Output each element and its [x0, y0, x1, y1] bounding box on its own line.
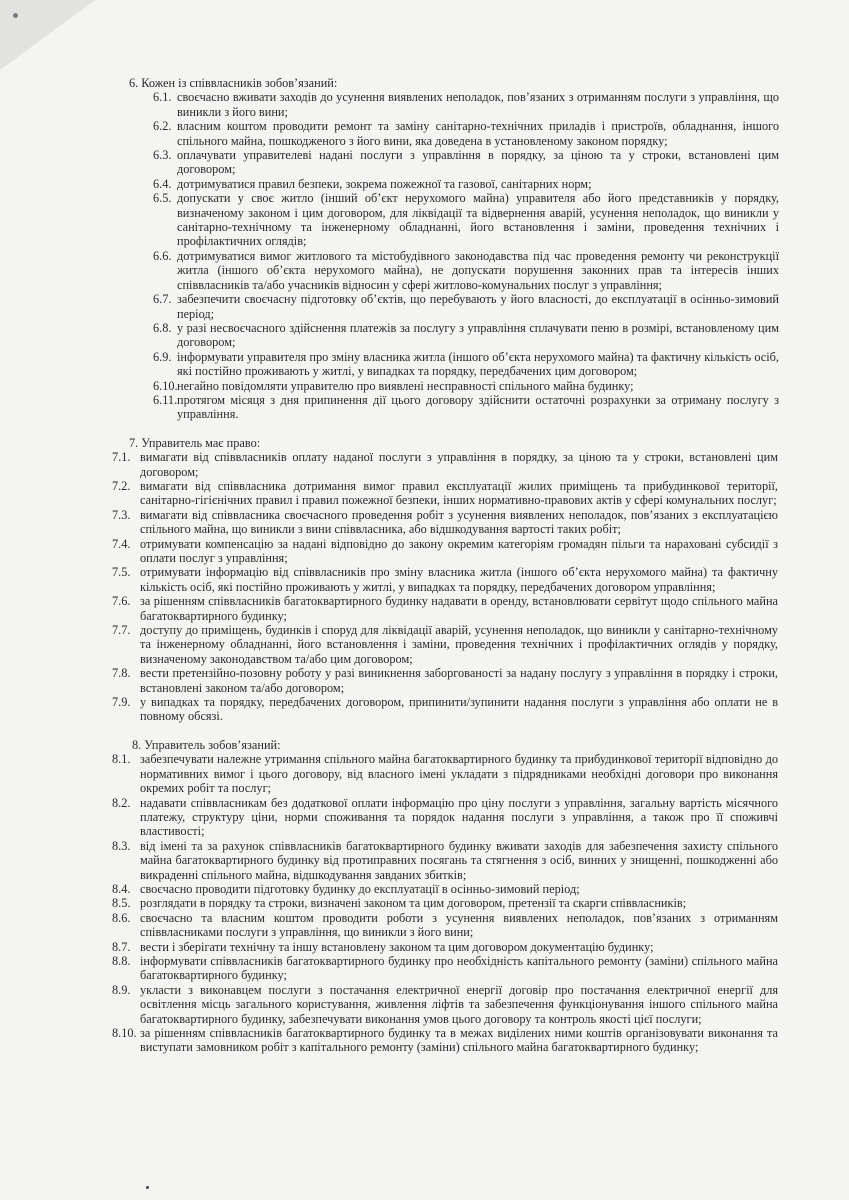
list-item [153, 148, 779, 177]
section-7-list [0, 450, 849, 724]
item-text: укласти з виконавцем послуги з постачання електричної енергії договір про постачання електричної енергії для освітлення місць загального користування, живлення ліфтів та забезпечення функціонування іншого спільного майна багатоквартирного будинку, забезпечувати виконання умов цього договору та контроль якості цієї послуги; [140, 982, 778, 1026]
item-text: отримувати інформацію від співвласників про зміну власника житла (іншого об’єкта нерухомого майна) та фактичну кількість осіб, які постійно проживають у житлі, у випадках та порядку, передбачених договором управління; [140, 565, 778, 594]
item-text: своєчасно та власним коштом проводити роботи з усунення виявлених неполадок, пов’язаних з отриманням співвласниками послуги з управління, що виникли з його вини; [140, 910, 778, 940]
item-number: 7.3. [112, 507, 131, 522]
list-item [153, 119, 779, 148]
list-item [153, 392, 779, 422]
item-number: 8.6. [112, 910, 131, 925]
item-number: 7.4. [112, 536, 131, 551]
item-number: 8.8. [112, 953, 131, 968]
item-text: інформувати управителя про зміну власника житла (іншого об’єкта нерухомого майна) та фактичну кількість осіб, які постійно проживають у житлі, у випадках та порядку, передбачених цим договором; [177, 349, 779, 379]
item-number: 6.3. [153, 148, 172, 163]
section-8-heading: 8. Управитель зобов’язаний: [132, 737, 281, 752]
list-item [112, 478, 778, 508]
list-item [112, 953, 778, 983]
item-text: вести претензійно-позовну роботу у разі виникнення заборгованості за надану послугу з управління в порядку і строки, встановлені законом та/або договором; [140, 666, 778, 695]
item-text: у разі несвоєчасного здійснення платежів за послугу з управління сплачувати пеню в розмірі, встановленому цим договором; [177, 320, 779, 350]
item-text: дотримуватися вимог житлового та містобудівного законодавства під час проведення ремонту чи реконструкції житла (іншого об’єкта нерухомого майна), не допускати порушення законних прав та інтересів інших співвласників та/або учасників відносин у сфері житлово-комунальних послуг з управління; [177, 248, 779, 292]
list-item [112, 507, 778, 537]
list-item [112, 450, 778, 479]
item-number: 6.2. [153, 119, 172, 134]
list-item [112, 666, 778, 695]
item-number: 8.10. [112, 1026, 137, 1040]
list-item [112, 536, 778, 566]
item-text: забезпечувати належне утримання спільного майна багатоквартирного будинку та прибудинкової території відповідно до нормативних вимог і цього договору, від власного імені укладати з підрядниками необхідні договори про виконання окремих робіт та послуг; [140, 752, 778, 796]
item-text: негайно повідомляти управителю про виявлені несправності спільного майна будинку; [177, 378, 634, 393]
item-number: 7.8. [112, 666, 131, 681]
item-text: за рішенням співвласників багатоквартирного будинку та в межах виділених ними коштів організовувати виконання та виступати замовником робіт з капітального ремонту (заміни) спільного майна багатоквартирного будинку; [140, 1026, 778, 1055]
item-number: 6.10. [153, 378, 178, 393]
item-number: 7.7. [112, 623, 131, 638]
item-number: 7.5. [112, 565, 131, 580]
item-text: власним коштом проводити ремонт та заміну санітарно-технічних приладів і пристроїв, обладнання, іншого спільного майна, пошкодженого з його вини, яка доведена в установленому законом порядку; [177, 119, 779, 148]
item-text: за рішенням співвласників багатоквартирного будинку надавати в оренду, встановлювати сервітут щодо спільного майна багатоквартирного будинку; [140, 594, 778, 623]
item-text: своєчасно вживати заходів до усунення виявлених неполадок, пов’язаних з отриманням послуги з управління, що виникли з його вини; [177, 90, 779, 119]
item-number: 8.3. [112, 838, 131, 853]
item-number: 6.6. [153, 248, 172, 263]
item-text: у випадках та порядку, передбачених договором, припинити/зупинити надання послуги з управління або оплати не в повному обсязі. [140, 695, 778, 724]
list-item [153, 378, 779, 393]
item-text: інформувати співвласників багатоквартирного будинку про необхідність капітального ремонту (заміни) спільного майна багатоквартирного будинку; [140, 953, 778, 983]
item-number: 6.11. [153, 392, 178, 407]
item-number: 7.6. [112, 594, 131, 609]
list-item [153, 248, 779, 292]
list-item [112, 1026, 778, 1055]
list-item [112, 623, 778, 666]
item-text: вести і зберігати технічну та іншу встановлену законом та цим договором документацію будинку; [140, 939, 654, 954]
list-item [153, 292, 779, 321]
item-number: 6.5. [153, 191, 172, 206]
item-text: дотримуватися правил безпеки, зокрема пожежної та газової, санітарних норм; [177, 176, 592, 191]
item-number: 8.7. [112, 939, 131, 954]
item-number: 7.9. [112, 695, 131, 710]
list-item [112, 881, 778, 896]
scan-speck [146, 1186, 149, 1189]
item-number: 6.9. [153, 349, 172, 364]
list-item [153, 349, 779, 379]
item-text: допускати у своє житло (інший об’єкт нерухомого майна) управителя або його представників у порядку, визначеному законом і цим договором, для ліквідації та відвернення аварій, усунення неполадок, що виникли у санітарно-технічному та інженерному обладнанні, його встановлення і заміни, проведення технічних і профілактичних оглядів; [177, 191, 779, 249]
item-number: 6.8. [153, 320, 172, 335]
item-number: 8.1. [112, 752, 131, 767]
item-text: вимагати від співвласника своєчасного проведення робіт з усунення виявлених неполадок, пов’язаних з експлуатацією спільного майна, що виникли з вини співвласника, або відшкодування вартості таких робіт; [140, 507, 778, 537]
list-item [112, 838, 778, 882]
item-number: 8.4. [112, 881, 131, 896]
item-text: отримувати компенсацію за надані відповідно до закону окремим категоріям громадян пільги та нараховані субсидії з оплати послуг з управління; [140, 536, 778, 565]
list-item [112, 752, 778, 796]
item-text: вимагати від співвласників оплату наданої послуги з управління в порядку, за ціною та у строки, встановлені цим договором; [140, 450, 778, 479]
item-text: оплачувати управителеві надані послуги з управління в порядку, за ціною та у строки, встановлені цим договором; [177, 148, 779, 177]
list-item [112, 910, 778, 940]
item-text: від імені та за рахунок співвласників багатоквартирного будинку вживати заходів для забезпечення захисту спільного майна багатоквартирного будинку від протиправних посягань та стягнення з осіб, винних у знищенні, пошкодженні або викраденні спільного майна, відшкодування завданих збитків; [140, 838, 778, 882]
item-number: 8.5. [112, 896, 131, 911]
section-6-list [0, 90, 849, 421]
item-number: 8.2. [112, 795, 131, 810]
list-item [112, 565, 778, 594]
folded-corner [0, 0, 95, 70]
list-item [153, 90, 779, 119]
list-item [112, 896, 778, 911]
list-item [112, 695, 778, 724]
list-item [153, 191, 779, 249]
item-text: протягом місяця з дня припинення дії цього договору здійснити остаточні розрахунки за отриману послугу з управління. [177, 392, 779, 422]
section-7-heading: 7. Управитель має право: [129, 435, 261, 450]
document-body [0, 76, 849, 1055]
item-text: забезпечити своєчасну підготовку об’єктів, що перебувають у його власності, до експлуатації в осінньо-зимовий період; [177, 292, 779, 321]
list-item [153, 176, 779, 191]
scan-speck [13, 13, 18, 18]
item-number: 7.2. [112, 478, 131, 493]
list-item [112, 795, 778, 839]
item-text: вимагати від співвласника дотримання вимог правил експлуатації жилих приміщень та прибудинкової території, санітарно-гігієнічних правил і правил пожежної безпеки, інших нормативно-правових актів у сфері комунальних послуг; [140, 478, 778, 508]
item-number: 8.9. [112, 982, 131, 997]
list-item [112, 594, 778, 623]
item-text: своєчасно проводити підготовку будинку до експлуатації в осінньо-зимовий період; [140, 881, 580, 896]
item-number: 6.7. [153, 292, 172, 307]
item-text: доступу до приміщень, будинків і споруд для ліквідації аварій, усунення неполадок, що виникли у санітарно-технічному та інженерному обладнанні, його встановлення і заміни, проведення технічних і профілактичних оглядів у порядку, визначеному законодавством та/або цим договором; [140, 623, 778, 666]
item-number: 6.4. [153, 176, 172, 191]
list-item [112, 982, 778, 1026]
item-text: надавати співвласникам без додаткової оплати інформацію про ціну послуги з управління, загальну вартість місячного платежу, структуру ціни, норми споживання та порядок надання послуги з управління, а також про її споживчі властивості; [140, 795, 778, 839]
item-text: розглядати в порядку та строки, визначені законом та цим договором, претензії та скарги співвласників; [140, 896, 687, 911]
item-number: 7.1. [112, 450, 131, 465]
item-number: 6.1. [153, 90, 172, 105]
section-8-list [0, 752, 849, 1055]
list-item [153, 320, 779, 350]
list-item [112, 939, 778, 954]
section-6-heading: 6. Кожен із співвласників зобов’язаний: [129, 76, 338, 90]
